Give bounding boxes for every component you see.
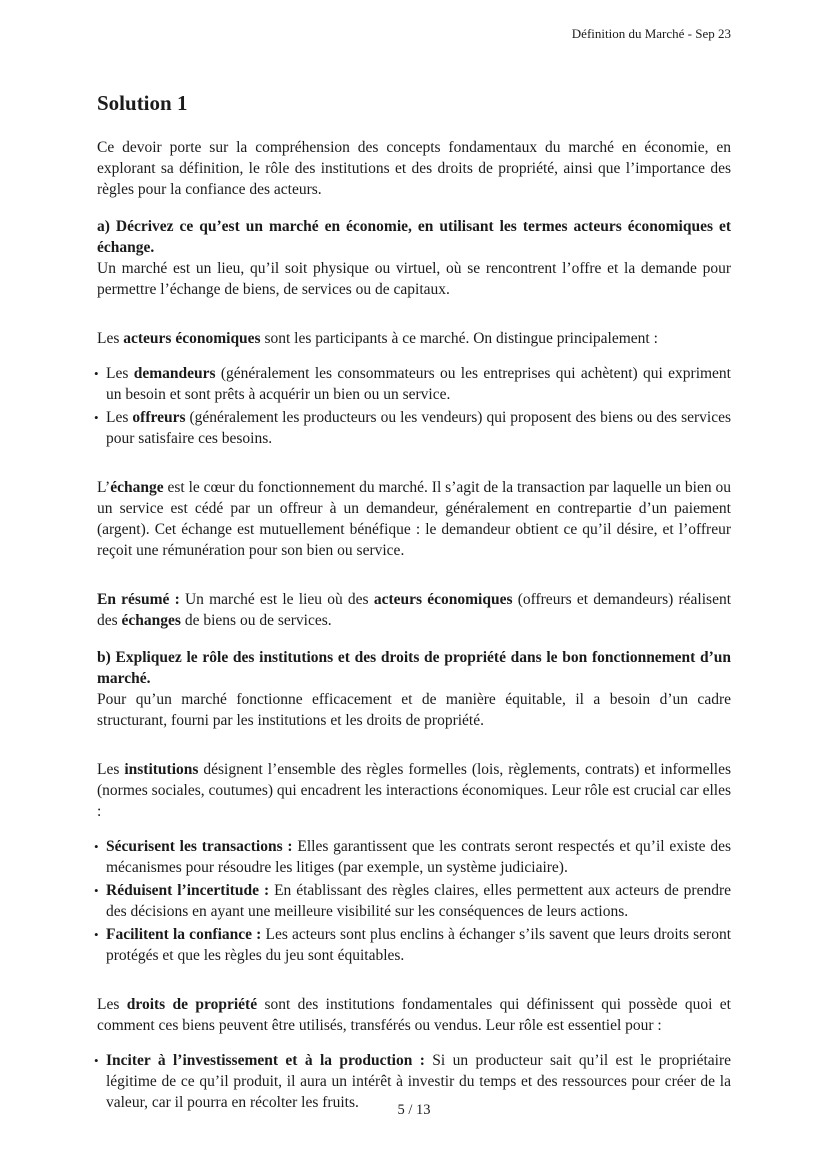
header-right-text: Définition du Marché - Sep 23 [571,26,731,41]
institutions-roles-list [97,836,731,966]
paragraph-property-rights: Les droits de propriété sont des institutions fondamentales qui définissent qui possède quoi et comment ces biens peuvent être utilisés, transférés ou vendus. Leur rôle est essentiel pour : [97,996,731,1034]
question-a-heading: a) Décrivez ce qu’est un marché en économie, en utilisant les termes acteurs économiques et échange. [97,218,731,256]
list-item-securisent: • Sécurisent les transactions : Elles garantissent que les contrats seront respectés et qu’il existe des mécanismes pour résoudre les litiges (par exemple, un système judiciaire). [97,836,731,878]
paragraph-market-definition: Un marché est un lieu, qu’il soit physique ou virtuel, où se rencontrent l’offre et la demande pour permettre l’échange de biens, de services ou de capitaux. [97,260,731,298]
intro-paragraph: Ce devoir porte sur la compréhension des concepts fondamentaux du marché en économie, en explorant sa définition, le rôle des institutions et des droits de propriété, ainsi que l’importance des règles pour la confiance des acteurs. [97,139,731,198]
actors-list [97,363,731,449]
page-number: 5 / 13 [397,1102,431,1118]
page-footer [0,1101,828,1119]
question-b-heading: b) Expliquez le rôle des institutions et des droits de propriété dans le bon fonctionnement d’un marché. [97,649,731,687]
paragraph-exchange: L’échange est le cœur du fonctionnement du marché. Il s’agit de la transaction par laquelle un bien ou un service est cédé par un offreur à un demandeur, généralement en contrepartie d’un paiement (argent). Cet échange est mutuellement bénéfique : le demandeur obtient ce qu’il désire, et l’offreur reçoit une rémunération pour son bien ou service. [97,479,731,559]
list-item-offreurs: • Les offreurs (généralement les producteurs ou les vendeurs) qui proposent des biens ou des services pour satisfaire ces besoins. [97,407,731,449]
page-title: Solution 1 [97,91,188,115]
paragraph-framework: Pour qu’un marché fonctionne efficacement et de manière équitable, il a besoin d’un cadre structurant, fourni par les institutions et les droits de propriété. [97,691,731,729]
paragraph-summary: En résumé : Un marché est le lieu où des acteurs économiques (offreurs et demandeurs) réalisent des échanges de biens ou de services. [97,591,732,629]
list-item-demandeurs: • Les demandeurs (généralement les consommateurs ou les entreprises qui achètent) qui expriment un besoin et sont prêts à acquérir un bien ou un service. [97,363,731,405]
list-item-reduisent: • Réduisent l’incertitude : En établissant des règles claires, elles permettent aux acteurs de prendre des décisions en ayant une meilleure visibilité sur les conséquences de leurs actions. [97,880,731,922]
page-header [97,26,731,42]
list-item-facilitent: • Facilitent la confiance : Les acteurs sont plus enclins à échanger s’ils savent que leurs droits seront protégés et que les règles du jeu sont équitables. [97,924,731,966]
list-item-inciter: • Inciter à l’investissement et à la production : Si un producteur sait qu’il est le propriétaire légitime de ce qu’il produit, il aura un intérêt à investir du temps et des ressources pour créer de la valeur, car il pourra en récolter les fruits. [97,1050,731,1113]
paragraph-economic-actors: Les acteurs économiques sont les participants à ce marché. On distingue principalement : [97,330,658,347]
paragraph-institutions: Les institutions désignent l’ensemble des règles formelles (lois, règlements, contrats) et informelles (normes sociales, coutumes) qui encadrent les interactions économiques. Leur rôle est crucial car elles : [97,761,731,820]
